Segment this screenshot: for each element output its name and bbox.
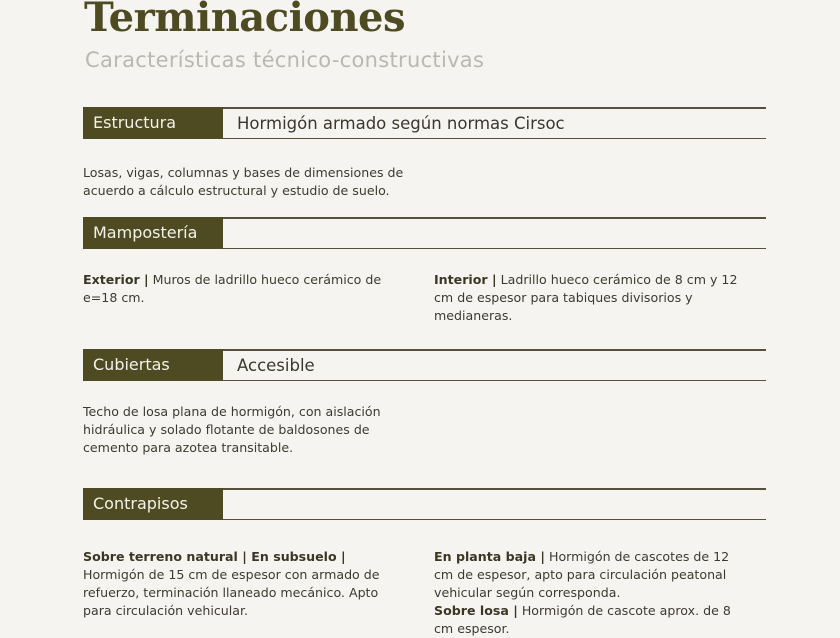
section-header-contrapisos	[83, 488, 766, 520]
mamposteria-exterior	[83, 271, 398, 307]
divider	[223, 248, 766, 249]
planta-baja-label: En planta baja |	[434, 549, 545, 564]
section-header-mamposteria	[83, 217, 766, 249]
mamposteria-interior	[434, 271, 749, 325]
cubiertas-description: Techo de losa plana de hormigón, con aislación hidráulica y solado flotante de baldosones de cemento para azotea transitable.	[83, 404, 381, 455]
exterior-text: Muros de ladrillo hueco cerámico de e=18 cm.	[83, 272, 382, 305]
estructura-description: Losas, vigas, columnas y bases de dimensiones de acuerdo a cálculo estructural y estudio de suelo.	[83, 165, 404, 198]
page-title: Terminaciones	[84, 0, 405, 41]
section-headline-estructura: Hormigón armado según normas Cirsoc	[237, 114, 565, 133]
contrapisos-terreno	[83, 548, 408, 620]
page-subtitle: Características técnico-constructivas	[85, 48, 485, 72]
divider	[223, 217, 766, 219]
interior-label: Interior |	[434, 272, 497, 287]
terreno-text: Hormigón de 15 cm de espesor con armado de refuerzo, terminación llaneado mecánico. Apto para circulación vehicular.	[83, 567, 380, 618]
contrapisos-planta-baja	[434, 548, 752, 638]
section-headline-cubiertas: Accesible	[237, 356, 315, 375]
exterior-label: Exterior |	[83, 272, 149, 287]
divider	[223, 519, 766, 520]
divider	[223, 488, 766, 490]
section-label-estructura: Estructura	[83, 107, 223, 139]
sobre-losa-label: Sobre losa |	[434, 603, 518, 618]
section-header-estructura	[83, 107, 766, 139]
sobre-losa-text: Hormigón de cascote aprox. de 8 cm espesor.	[434, 603, 731, 636]
section-header-cubiertas	[83, 349, 766, 381]
planta-baja-text: Hormigón de cascotes de 12 cm de espesor, apto para circulación peatonal vehicular según corresponda.	[434, 549, 730, 600]
section-label-contrapisos: Contrapisos	[83, 488, 223, 520]
section-label-cubiertas: Cubiertas	[83, 349, 223, 381]
section-label-mamposteria: Mampostería	[83, 217, 223, 249]
interior-text: Ladrillo hueco cerámico de 8 cm y 12 cm de espesor para tabiques divisorios y medianeras.	[434, 272, 738, 323]
terreno-label: Sobre terreno natural | En subsuelo |	[83, 549, 346, 564]
